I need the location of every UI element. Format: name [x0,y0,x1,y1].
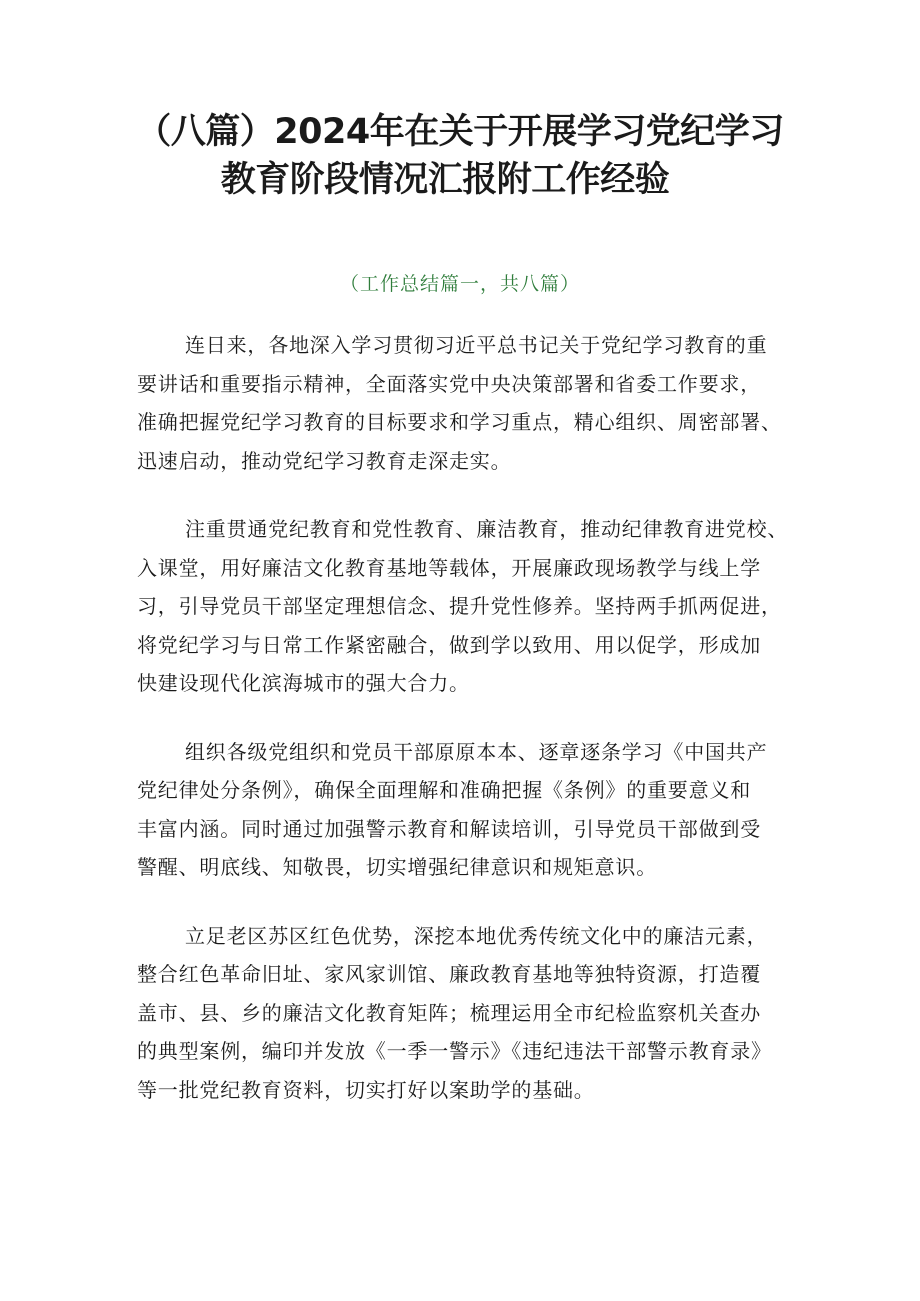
document-body [137,326,797,1139]
paragraph-line: 警醒、明底线、知敬畏，切实增强纪律意识和规矩意识。 [137,855,657,879]
paragraph-line: 等一批党纪教育资料，切实打好以案助学的基础。 [137,1077,595,1102]
paragraph-line: 入课堂，用好廉洁文化教育基地等载体，开展廉政现场教学与线上学 [137,555,761,580]
document-title [0,108,920,204]
paragraph-line: 立足老区苏区红色优势，深挖本地优秀传统文化中的廉洁元素， [185,923,768,948]
paragraph [137,510,797,703]
paragraph [137,917,797,1110]
paragraph-line: 注重贯通党纪教育和党性教育、廉洁教育，推动纪律教育进党校、 [185,517,789,541]
paragraph-line: 要讲话和重要指示精神，全面落实党中央决策部署和省委工作要求， [137,371,761,396]
paragraph-line: 的典型案例，编印并发放《一季一警示》《违纪违法干部警示教育录》 [137,1039,772,1063]
paragraph-line: 习，引导党员干部坚定理想信念、提升党性修养。坚持两手抓两促进， [137,594,782,618]
paragraph-line: 准确把握党纪学习教育的目标要求和学习重点，精心组织、周密部署、 [137,410,782,434]
paragraph-line: 组织各级党组织和党员干部原原本本、逐章逐条学习《中国共产 [185,739,768,764]
paragraph-line: 迅速启动，推动党纪学习教育走深走实。 [137,448,512,473]
paragraph-line: 整合红色革命旧址、家风家训馆、廉政教育基地等独特资源，打造覆 [137,962,761,986]
paragraph-line: 丰富内涵。同时通过加强警示教育和解读培训，引导党员干部做到受 [137,816,761,841]
paragraph-line: 将党纪学习与日常工作紧密融合，做到学以致用、用以促学，形成加 [137,632,761,657]
paragraph [137,733,797,887]
document-subtitle: （工作总结篇一，共八篇） [339,273,580,295]
paragraph-line: 党纪律处分条例》，确保全面理解和准确把握《条例》的重要意义和 [137,778,751,802]
paragraph-line: 盖市、县、乡的廉洁文化教育矩阵；梳理运用全市纪检监察机关查办 [137,1000,761,1025]
paragraph [137,326,797,480]
title-line: 教育阶段情况汇报附工作经验 [220,160,670,200]
title-line: （八篇）2024年在关于开展学习党纪学习 [136,112,784,152]
paragraph-line: 快建设现代化滨海城市的强大合力。 [137,671,470,695]
paragraph-line: 连日来，各地深入学习贯彻习近平总书记关于党纪学习教育的重 [185,333,768,357]
